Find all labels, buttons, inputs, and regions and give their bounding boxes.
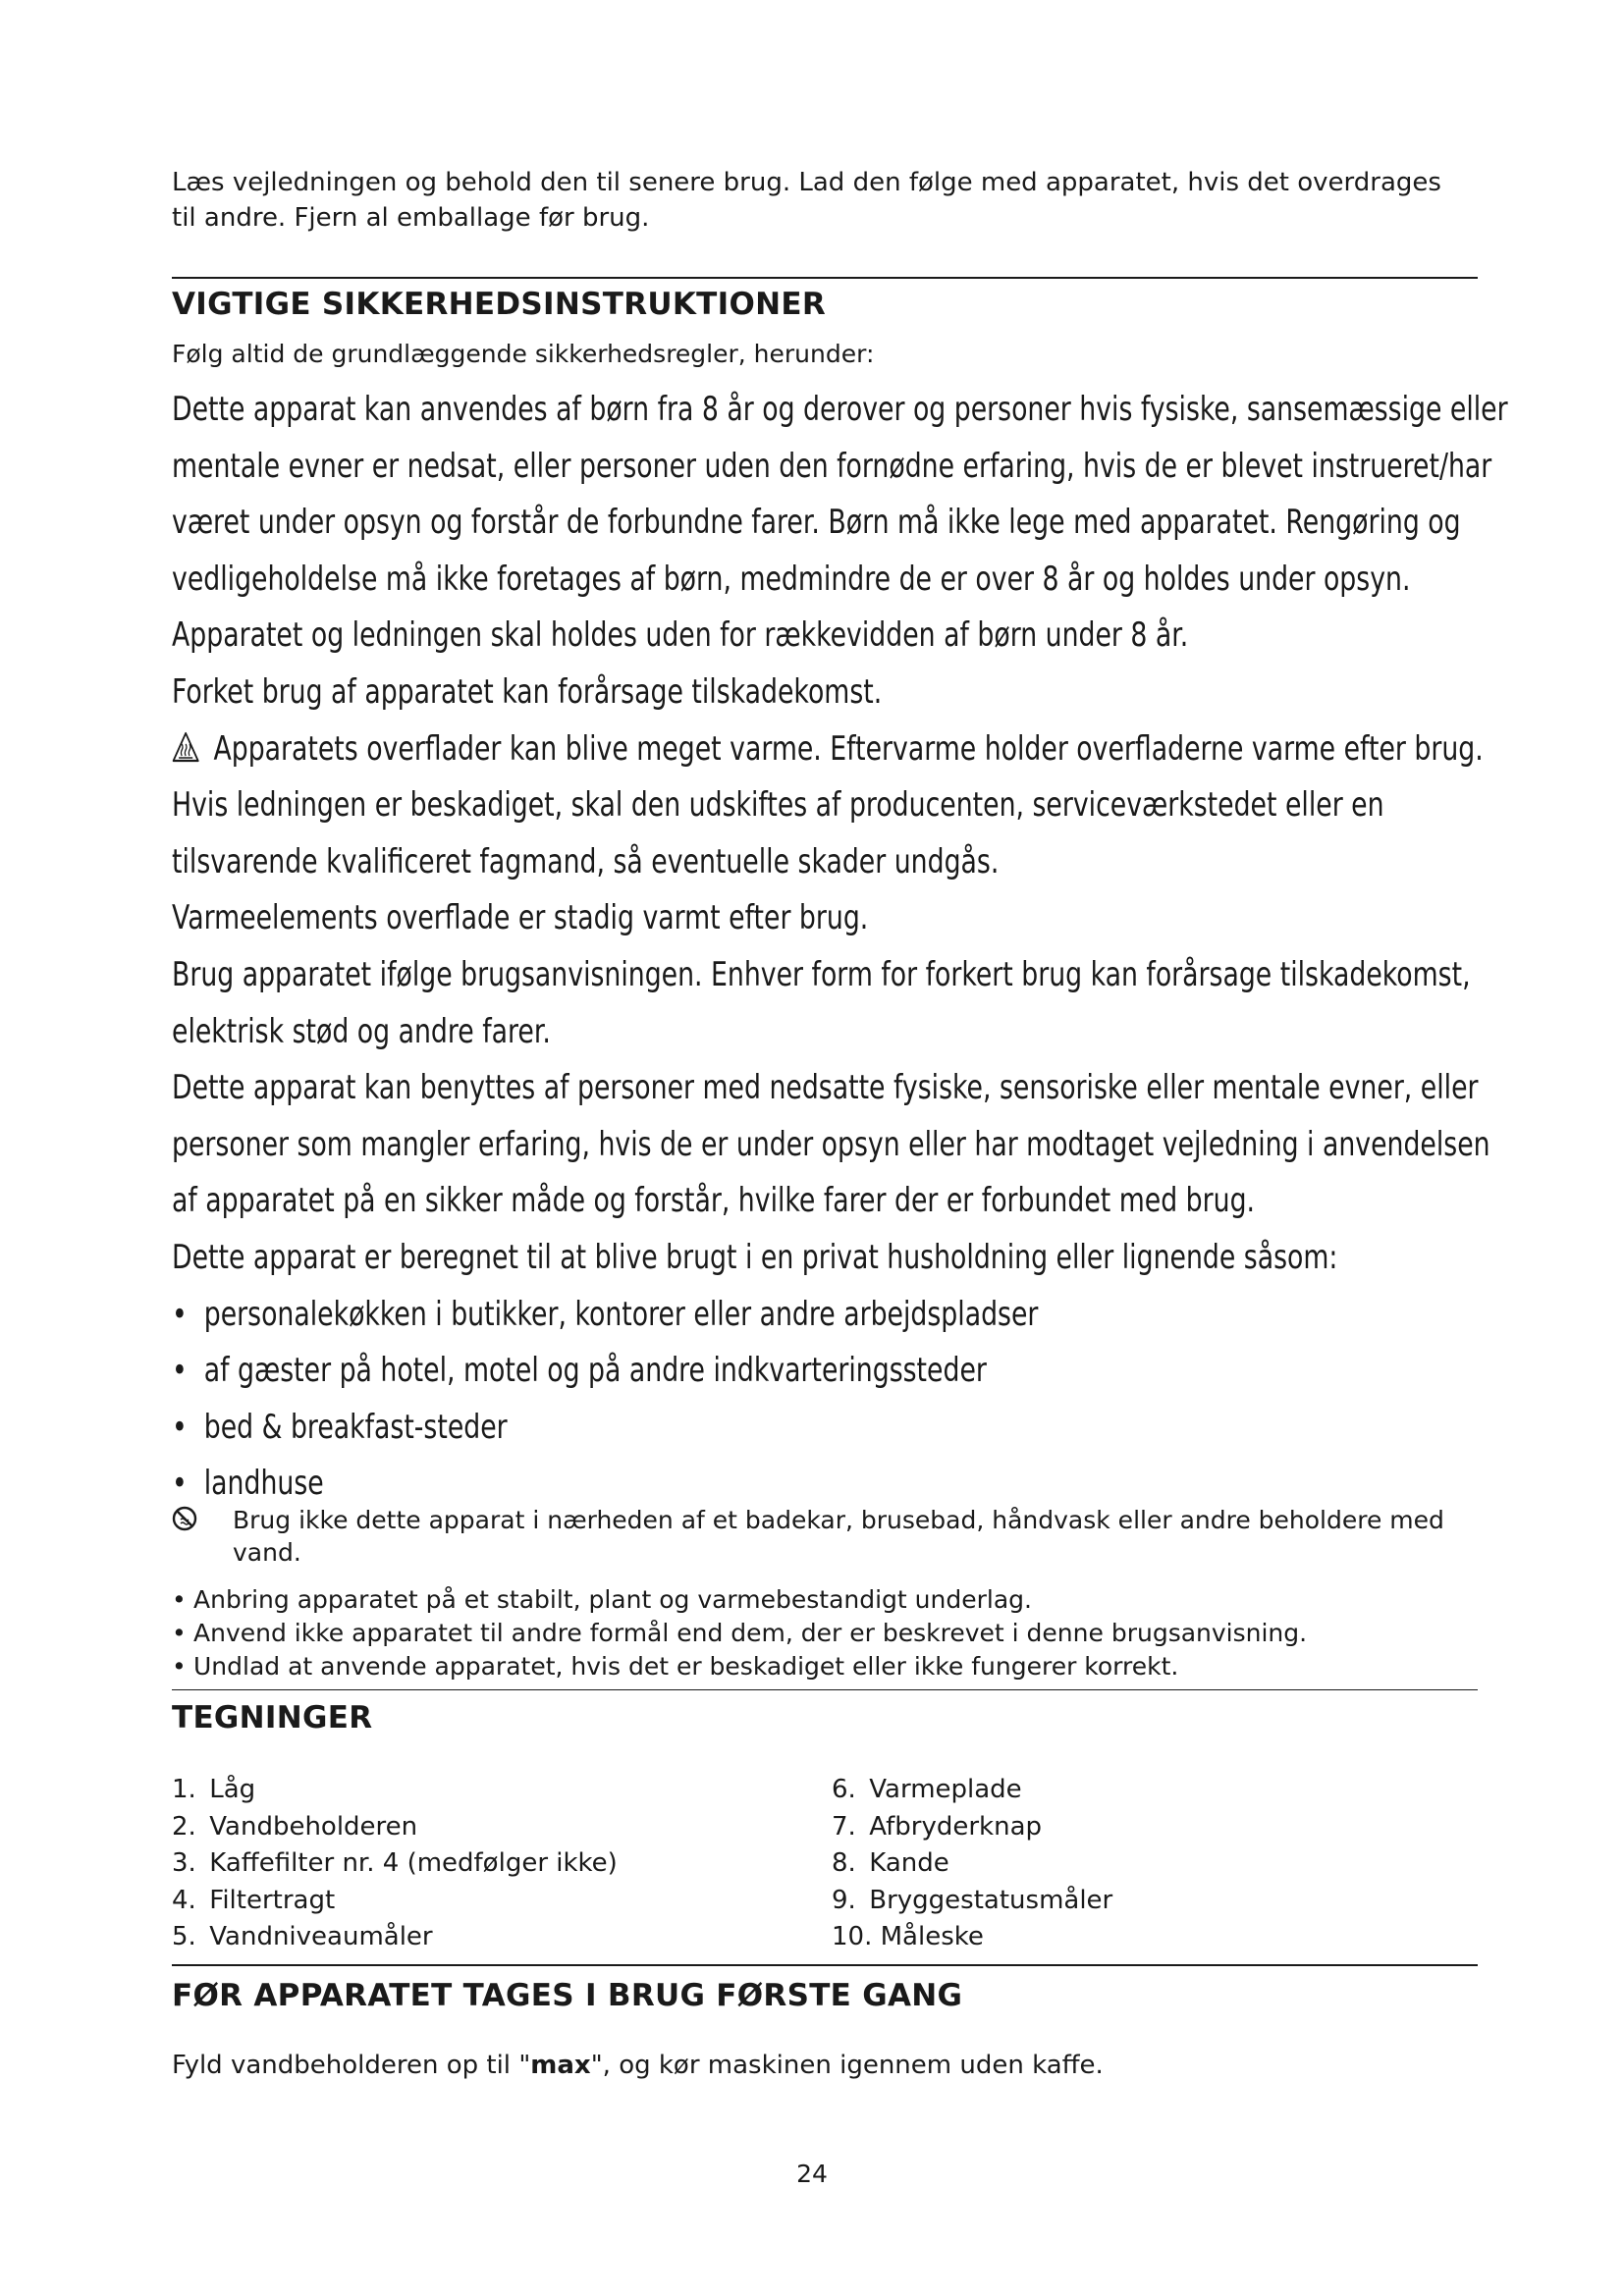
quote-close: " bbox=[590, 2051, 603, 2080]
section-divider bbox=[172, 1689, 1478, 1690]
water-warning bbox=[172, 1504, 1478, 1569]
safety-line: Hvis ledningen er beskadiget, skal den udskiftes af producenten, serviceværkstedet eller en bbox=[172, 785, 1384, 826]
part-item bbox=[172, 1883, 618, 1920]
part-number: 10. bbox=[832, 1922, 873, 1951]
bullet-text: personalekøkken i butikker, kontorer eller andre arbejdspladser bbox=[203, 1294, 1039, 1334]
part-number: 7. bbox=[832, 1811, 856, 1842]
bullet-dot: • bbox=[172, 1294, 204, 1334]
part-item bbox=[172, 1772, 618, 1809]
first-use-text-end: , og kør maskinen igennem uden kaffe. bbox=[602, 2051, 1104, 2080]
part-number: 6. bbox=[832, 1775, 856, 1804]
safety-line: mentale evner er nedsat, eller personer uden den fornødne erfaring, hvis de er blevet instrueret/har bbox=[172, 446, 1492, 486]
safety-line: Dette apparat er beregnet til at blive brugt i en privat husholdning eller lignende såsom: bbox=[172, 1237, 1338, 1277]
bullet-dot: • bbox=[172, 1619, 187, 1647]
safety-line: Apparatet og ledningen skal holdes uden for rækkevidden af børn under 8 år. bbox=[172, 615, 1189, 656]
safety-line: Brug apparatet ifølge brugsanvisningen. Enhver form for forkert brug kan forårsage tilskadekomst, bbox=[172, 954, 1471, 994]
part-label: Afbryderknap bbox=[869, 1811, 1043, 1842]
safety-line: af apparatet på en sikker måde og forstår, hvilke farer der er forbundet med brug. bbox=[172, 1181, 1256, 1221]
part-number: 2. bbox=[172, 1811, 196, 1842]
part-number: 8. bbox=[832, 1848, 856, 1878]
small-bullet-list bbox=[172, 1583, 1478, 1683]
bullet-dot: • bbox=[172, 1652, 187, 1681]
part-item bbox=[832, 1809, 1112, 1846]
section-divider bbox=[172, 277, 1478, 279]
intro-text: Læs vejledningen og behold den til senere brug. Lad den følge med apparatet, hvis det overdrages til andre. Fjern al emballage før brug. bbox=[172, 168, 1441, 233]
part-label: Låg bbox=[209, 1775, 256, 1804]
safety-line: personer som mangler erfaring, hvis de er under opsyn eller har modtaget vejledning i anvendelsen bbox=[172, 1124, 1490, 1164]
list-item bbox=[172, 1400, 1210, 1457]
first-use-heading: FØR APPARATET TAGES I BRUG FØRSTE GANG bbox=[172, 1978, 963, 2013]
safety-line: vedligeholdelse må ikke foretages af børn, medmindre de er over 8 år og holdes under opsyn. bbox=[172, 559, 1411, 599]
part-label: Bryggestatusmåler bbox=[869, 1885, 1113, 1915]
part-label: Vandniveaumåler bbox=[209, 1922, 433, 1951]
part-item bbox=[832, 1919, 1112, 1956]
safety-line: Varmeelements overflade er stadig varmt efter brug. bbox=[172, 898, 869, 938]
safety-heading: VIGTIGE SIKKERHEDSINSTRUKTIONER bbox=[172, 287, 826, 322]
safety-subheading: Følg altid de grundlæggende sikkerhedsregler, herunder: bbox=[172, 340, 875, 368]
part-label: Varmeplade bbox=[869, 1775, 1022, 1804]
bullet-text: landhuse bbox=[203, 1464, 324, 1504]
list-item bbox=[172, 1617, 1478, 1650]
bullet-text: af gæster på hotel, motel og på andre indkvarteringssteder bbox=[203, 1351, 987, 1391]
part-item bbox=[832, 1883, 1112, 1920]
part-item bbox=[172, 1845, 618, 1883]
part-number: 5. bbox=[172, 1922, 196, 1951]
list-item bbox=[172, 1650, 1478, 1683]
section-divider bbox=[172, 1964, 1478, 1966]
safety-line: Forket brug af apparatet kan forårsage tilskadekomst. bbox=[172, 671, 883, 712]
safety-instructions bbox=[172, 382, 1508, 1513]
drawings-heading: TEGNINGER bbox=[172, 1700, 373, 1735]
part-label: Kande bbox=[869, 1848, 949, 1878]
parts-column-left bbox=[172, 1772, 618, 1956]
safety-line: været under opsyn og forstår de forbundne farer. Børn må ikke lege med apparatet. Rengøring og bbox=[172, 503, 1461, 543]
part-number: 1. bbox=[172, 1775, 196, 1804]
water-warning-text: Brug ikke dette apparat i nærheden af et badekar, brusebad, håndvask eller andre beholdere med vand. bbox=[233, 1506, 1444, 1567]
bullet-dot: • bbox=[172, 1464, 204, 1504]
bullet-text: Anvend ikke apparatet til andre formål end dem, der er beskrevet i denne brugsanvisning. bbox=[193, 1619, 1308, 1647]
part-item bbox=[832, 1772, 1112, 1809]
parts-column-right bbox=[832, 1772, 1112, 1956]
part-label: Filtertragt bbox=[209, 1885, 336, 1915]
list-item bbox=[172, 1343, 1210, 1400]
part-item bbox=[172, 1809, 618, 1846]
no-water-prohibition-icon bbox=[172, 1506, 197, 1539]
part-item bbox=[832, 1845, 1112, 1883]
bullet-dot: • bbox=[172, 1585, 187, 1614]
part-label: Vandbeholderen bbox=[209, 1811, 418, 1842]
first-use-text bbox=[172, 2051, 1104, 2080]
part-number: 4. bbox=[172, 1885, 196, 1915]
safety-line: Dette apparat kan benyttes af personer med nedsatte fysiske, sensoriske eller mentale evner, eller bbox=[172, 1068, 1479, 1108]
safety-line: Apparatets overflader kan blive meget varme. Eftervarme holder overfladerne varme efter brug. bbox=[213, 728, 1484, 769]
list-item bbox=[172, 1583, 1478, 1617]
bullet-text: Anbring apparatet på et stabilt, plant og varmebestandigt underlag. bbox=[193, 1585, 1032, 1614]
bullet-dot: • bbox=[172, 1407, 204, 1447]
quote-open: " bbox=[518, 2051, 531, 2080]
page-number: 24 bbox=[796, 2160, 828, 2188]
part-label: Måleske bbox=[880, 1922, 984, 1951]
hot-surface-warning-icon bbox=[172, 724, 199, 781]
list-item bbox=[172, 1287, 1210, 1344]
part-label: Kaffefilter nr. 4 (medfølger ikke) bbox=[209, 1848, 618, 1878]
part-number: 3. bbox=[172, 1848, 196, 1878]
safety-line: Dette apparat kan anvendes af børn fra 8 år og derover og personer hvis fysiske, sansemæssige eller bbox=[172, 390, 1508, 429]
bullet-dot: • bbox=[172, 1351, 204, 1391]
part-number: 9. bbox=[832, 1885, 856, 1915]
first-use-text-start: Fyld vandbeholderen op til bbox=[172, 2051, 519, 2080]
max-marker: max bbox=[530, 2051, 591, 2080]
safety-line: tilsvarende kvalificeret fagmand, så eventuelle skader undgås. bbox=[172, 841, 1000, 881]
bullet-text: bed & breakfast-steder bbox=[203, 1407, 508, 1447]
bullet-text: Undlad at anvende apparatet, hvis det er beskadiget eller ikke fungerer korrekt. bbox=[193, 1652, 1179, 1681]
part-item bbox=[172, 1919, 618, 1956]
hot-surface-line bbox=[172, 721, 1484, 778]
safety-line: elektrisk stød og andre farer. bbox=[172, 1011, 551, 1051]
